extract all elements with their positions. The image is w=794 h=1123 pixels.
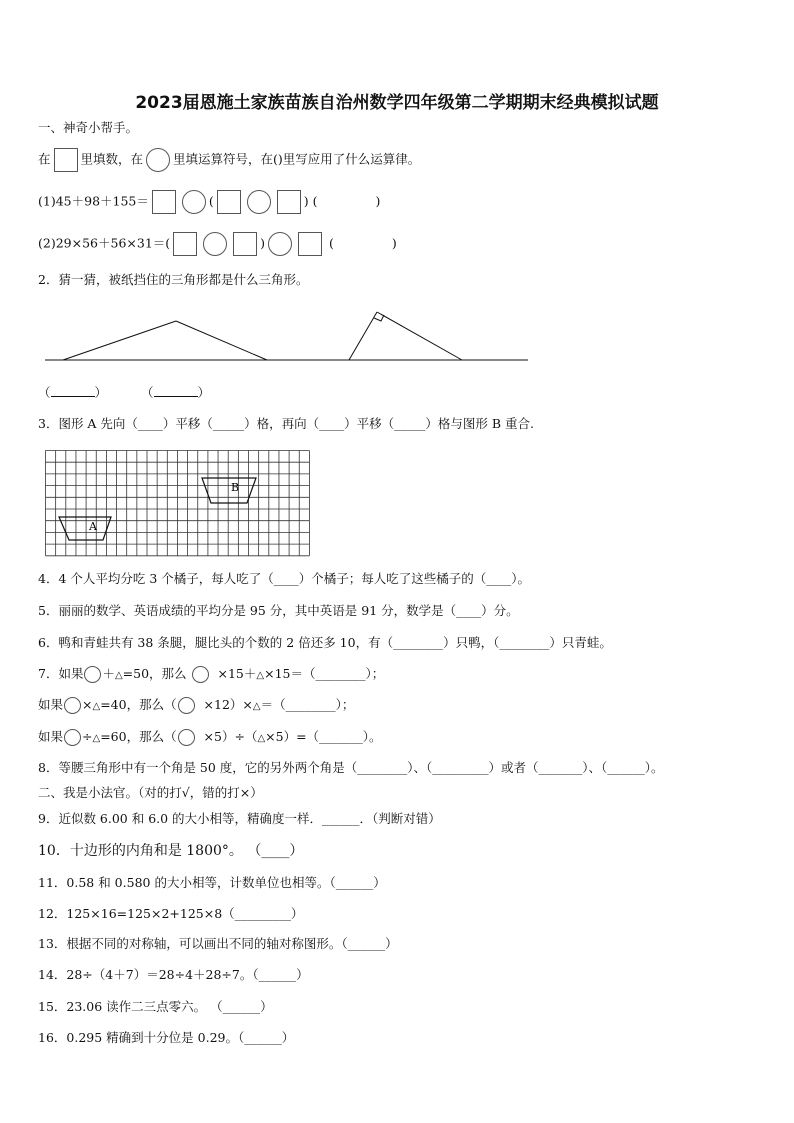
section-1-heading: 一、神奇小帮手。 — [38, 120, 139, 135]
circle-symbol — [178, 729, 195, 746]
q7-l1-text-a: 7．如果 — [38, 666, 84, 681]
q7-l2-text-e: ＝（________）； — [260, 697, 355, 712]
question-11: 11．0.58 和 0.580 的大小相等，计数单位也相等。（______） — [38, 875, 386, 890]
answer-circle[interactable] — [203, 232, 227, 256]
hidden-triangles-figure — [0, 300, 794, 370]
q1-text-a: 在 — [38, 151, 51, 167]
question-16: 16．0.295 精确到十分位是 0.29。（______） — [38, 1030, 295, 1045]
question-14: 14．28÷（4＋7）＝28÷4＋28÷7。（______） — [38, 967, 309, 982]
q7-l3-text-e: ×5）=（_______）。 — [265, 729, 382, 744]
example-box — [54, 148, 78, 172]
q7-l1-text-e: ×15＝（________）； — [264, 666, 385, 681]
q7-l2-times: × — [82, 697, 93, 712]
question-1-part-2: (2)29×56＋56×31＝( ) ( ) — [38, 232, 397, 256]
shape-b-label: B — [231, 481, 240, 494]
q7-l3-text-c: =60，那么（ — [100, 729, 177, 744]
answer-box[interactable] — [233, 232, 257, 256]
circle-symbol — [178, 697, 195, 714]
question-8: 8．等腰三角形中有一个角是 50 度，它的另外两个角是（________）、（_________）或者（_______）、（______）。 — [38, 760, 664, 775]
question-1 — [38, 148, 420, 172]
answer-circle[interactable] — [247, 190, 271, 214]
triangle-2-left-side — [349, 312, 377, 360]
question-4: 4．4 个人平均分吃 3 个橘子，每人吃了（____）个橘子；每人吃了这些橘子的（____）。 — [38, 571, 531, 586]
answer-box[interactable] — [173, 232, 197, 256]
answer-circle[interactable] — [182, 190, 206, 214]
answer-box[interactable] — [152, 190, 176, 214]
triangle-symbol: △ — [256, 670, 265, 681]
question-3: 3．图形 A 先向（____）平移（_____）格，再向（____）平移（_____）格与图形 B 重合. — [38, 416, 535, 431]
q7-l2-text-c: =40，那么（ — [100, 697, 177, 712]
right-angle-mark — [374, 315, 384, 321]
answer-circle[interactable] — [268, 232, 292, 256]
question-15: 15．23.06 读作二三点零六。 （______） — [38, 999, 273, 1014]
grid-figure — [45, 450, 310, 558]
question-13: 13．根据不同的对称轴，可以画出不同的轴对称图形。（______） — [38, 936, 398, 951]
triangle-2-right-side — [377, 312, 462, 360]
section-2-heading: 二、我是小法官。（对的打√，错的打×） — [38, 785, 263, 800]
q1-text-d: )里写应用了什么运算律。 — [277, 151, 421, 167]
triangle-1-left-side — [63, 321, 176, 360]
q7-l2-text-a: 如果 — [38, 697, 64, 712]
question-1-part-1: (1)45＋98＋155＝ ( ) ( ) — [38, 190, 380, 214]
triangle-1-right-side — [176, 321, 267, 360]
question-10: 10．十边形的内角和是 1800°。 （____） — [38, 843, 304, 859]
triangle-symbol: △ — [114, 670, 123, 681]
answer-box[interactable] — [217, 190, 241, 214]
circle-symbol — [192, 666, 209, 683]
triangle-symbol: △ — [92, 733, 101, 744]
q7-l1-plus: ＋ — [102, 666, 115, 681]
q7-l3-text-a: 如果 — [38, 729, 64, 744]
answer-box[interactable] — [277, 190, 301, 214]
question-2-answers: （ ） （ ） — [38, 385, 211, 400]
q7-l1-text-c: =50，那么 — [122, 666, 187, 681]
circle-symbol — [84, 666, 101, 683]
q7-l3-text-d: ×5）÷（ — [203, 729, 258, 744]
example-circle — [146, 148, 170, 172]
page-title: 2023届恩施土家族苗族自治州数学四年级第二学期期末经典模拟试题 — [135, 93, 659, 113]
q1-p1-expr: (1)45＋98＋155＝ — [38, 193, 149, 209]
answer-box[interactable] — [298, 232, 322, 256]
shape-b-trapezoid — [202, 478, 256, 503]
circle-symbol — [64, 697, 81, 714]
question-9: 9．近似数 6.00 和 6.0 的大小相等，精确度一样．______．（判断对错） — [38, 811, 441, 826]
question-12: 12．125×16=125×2+125×8（_________） — [38, 906, 304, 921]
question-7-line-1 — [38, 664, 384, 686]
question-6: 6．鸭和青蛙共有 38 条腿，腿比头的个数的 2 倍还多 10，有（________）只鸭，（________）只青蛙。 — [38, 635, 612, 650]
q1-text-b: 里填数，在 — [80, 151, 144, 167]
question-5: 5．丽丽的数学、英语成绩的平均分是 95 分，其中英语是 91 分，数学是（____）分。 — [38, 603, 519, 618]
q7-l2-text-d: ×12）× — [203, 697, 253, 712]
q1-text-c: 里填运算符号，在( — [173, 151, 278, 167]
q7-l3-divide: ÷ — [82, 729, 93, 744]
circle-symbol — [64, 729, 81, 746]
question-2: 2．猜一猜，被纸挡住的三角形都是什么三角形。 — [38, 272, 309, 287]
triangle-symbol: △ — [92, 701, 101, 712]
q1-p2-expr: (2)29×56＋56×31＝( — [38, 235, 171, 251]
question-7-line-3 — [38, 727, 382, 749]
question-7-line-2 — [38, 695, 354, 717]
shape-a-label: A — [89, 520, 97, 533]
q7-l1-text-d: ×15＋ — [217, 666, 257, 681]
triangle-symbol: △ — [252, 701, 261, 712]
triangle-symbol: △ — [257, 733, 266, 744]
